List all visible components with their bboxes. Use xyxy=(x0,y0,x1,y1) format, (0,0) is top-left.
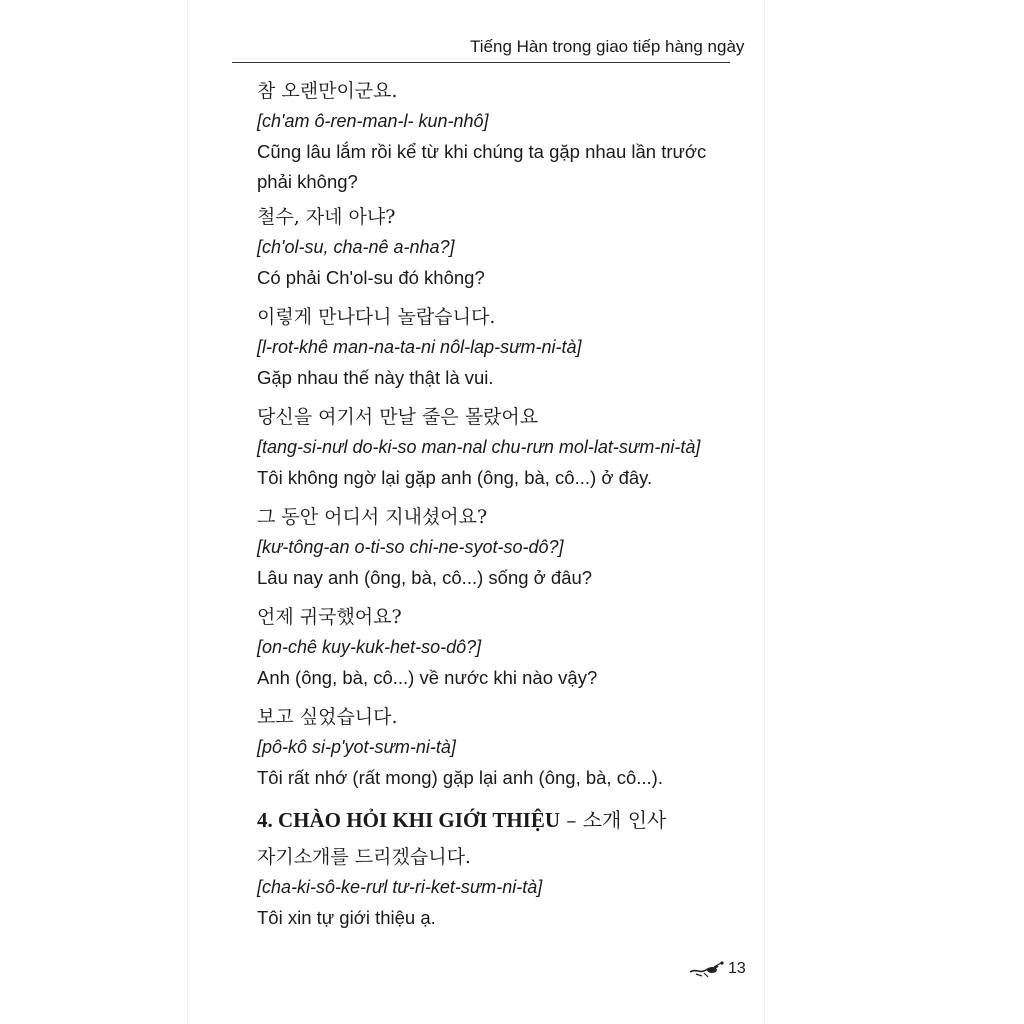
korean-phrase: 이렇게 만나다니 놀랍습니다. xyxy=(257,306,496,328)
vietnamese-translation: Tôi rất nhớ (rất mong) gặp lại anh (ông, bà, cô...). xyxy=(257,767,663,788)
romanization: [l-rot-khê man-na-ta-ni nôl-lap-sưm-ni-tà] xyxy=(257,337,582,357)
phrase-entry xyxy=(257,503,737,593)
vietnamese-translation: Gặp nhau thế này thật là vui. xyxy=(257,367,494,388)
vietnamese-translation: Lâu nay anh (ông, bà, cô...) sống ở đâu? xyxy=(257,567,593,588)
phrase-entry xyxy=(257,77,737,197)
phrase-entry xyxy=(257,203,737,293)
korean-phrase: 당신을 여기서 만날 줄은 몰랐어요 xyxy=(257,406,539,428)
phrase-entry xyxy=(257,843,737,933)
header-rule xyxy=(232,62,730,63)
page-number: 13 xyxy=(728,960,746,977)
phrase-entry xyxy=(257,303,737,393)
romanization: [tang-si-nưl do-ki-so man-nal chu-rưn mol-lat-sưm-ni-tà] xyxy=(257,437,701,457)
vietnamese-translation: Cũng lâu lắm rồi kể từ khi chúng ta gặp nhau lần trước phải không? xyxy=(257,141,707,192)
ornament-icon xyxy=(688,958,728,980)
romanization: [ch'ol-su, cha-nê a-nha?] xyxy=(257,237,455,257)
section-title-korean: 소개 인사 xyxy=(582,808,667,832)
korean-phrase: 참 오랜만이군요. xyxy=(257,80,398,102)
phrase-entry xyxy=(257,403,737,493)
korean-phrase: 자기소개를 드리겠습니다. xyxy=(257,846,471,868)
korean-phrase: 보고 싶었습니다. xyxy=(257,706,398,728)
romanization: [kư-tông-an o-ti-so chi-ne-syot-so-dô?] xyxy=(257,537,564,557)
phrase-entry xyxy=(257,603,737,693)
romanization: [pô-kô si-p'yot-sưm-ni-tà] xyxy=(257,737,456,757)
running-title: Tiếng Hàn trong giao tiếp hàng ngày xyxy=(470,37,745,56)
section-title-separator: – xyxy=(560,808,583,832)
korean-phrase: 언제 귀국했어요? xyxy=(257,606,402,628)
vietnamese-translation: Có phải Ch'ol-su đó không? xyxy=(257,267,485,288)
section-title-vietnamese: 4. CHÀO HỎI KHI GIỚI THIỆU xyxy=(257,808,561,832)
korean-phrase: 그 동안 어디서 지내셨어요? xyxy=(257,506,488,528)
romanization: [ch'am ô-ren-man-l- kun-nhô] xyxy=(257,111,489,131)
romanization: [on-chê kuy-kuk-het-so-dô?] xyxy=(257,637,482,657)
section-heading xyxy=(257,804,666,833)
vietnamese-translation: Anh (ông, bà, cô...) về nước khi nào vậy? xyxy=(257,667,598,688)
phrase-entry xyxy=(257,703,737,793)
korean-phrase: 철수, 자네 아냐? xyxy=(257,206,396,228)
vietnamese-translation: Tôi xin tự giới thiệu ạ. xyxy=(257,907,436,928)
vietnamese-translation: Tôi không ngờ lại gặp anh (ông, bà, cô...) ở đây. xyxy=(257,467,653,488)
romanization: [cha-ki-sô-ke-rưl tư-ri-ket-sưm-ni-tà] xyxy=(257,877,543,897)
